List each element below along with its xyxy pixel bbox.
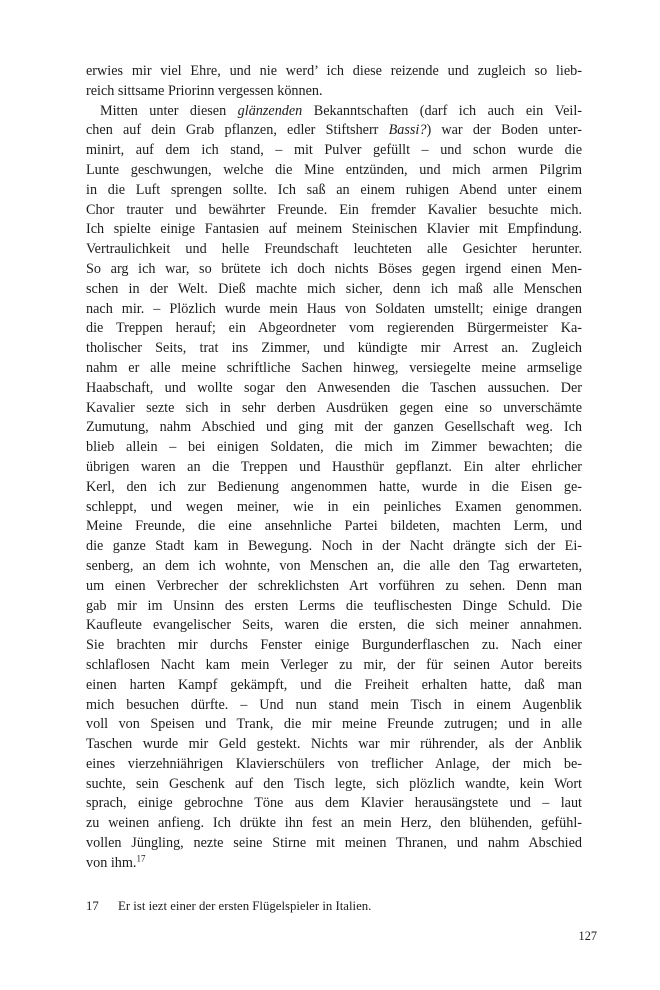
- italic-text: glänzenden: [237, 102, 303, 119]
- text-line: [86, 814, 582, 834]
- text-segment: Meine Freunde, die eine ansehnliche Partei bildeten, machten Lerm, und: [86, 518, 582, 535]
- text-line: [86, 62, 582, 82]
- text-segment: gab mir im Unsinn des ersten Lerms die teuflischesten Dinge Schuld. Die: [86, 597, 582, 614]
- text-segment: Mitten unter diesen: [100, 102, 238, 119]
- text-line: [86, 82, 582, 102]
- text-line: [86, 676, 582, 696]
- text-line: [86, 755, 582, 775]
- page-number: 127: [578, 929, 597, 943]
- text-line: [86, 794, 582, 814]
- text-line: [86, 834, 582, 854]
- text-line: [86, 478, 582, 498]
- text-line: [86, 319, 582, 339]
- text-segment: blieb allein – bei einigen Soldaten, die mich im Zimmer bewachten; die: [86, 439, 582, 456]
- text-segment: voll von Speisen und Trank, die mir meine Freunde zutrugen; und in alle: [86, 716, 582, 733]
- text-line: [86, 775, 582, 795]
- body-text: [86, 62, 582, 874]
- text-segment: Haabschaft, und wollte sogar den Anwesenden die Taschen aussuchen. Der: [86, 379, 582, 396]
- text-line: [86, 280, 582, 300]
- text-segment: Sie brachten mir durchs Fenster einige Burgunderflaschen zu. Nach einer: [86, 637, 582, 654]
- text-segment: tholischer Seits, trat ins Zimmer, und kündigte mir Arrest an. Zugleich: [86, 340, 582, 357]
- text-line: [86, 240, 582, 260]
- text-line: [86, 220, 582, 240]
- text-line: [86, 557, 582, 577]
- text-line: [86, 399, 582, 419]
- text-segment: schen in der Welt. Dieß machte mich sicher, denn ich maß alle Menschen: [86, 280, 582, 297]
- text-segment: senberg, an dem ich wohnte, von Menschen an, die alle den Tag erwarteten,: [86, 557, 582, 574]
- text-segment: ) war der Boden unter-: [426, 122, 582, 139]
- text-segment: minirt, auf dem ich stand, – mit Pulver gefüllt – und schon wurde die: [86, 142, 582, 159]
- text-segment: erwies mir viel Ehre, und nie werd’ ich diese reizende und zugleich so lieb-: [86, 63, 582, 79]
- text-segment: Kerl, den ich zur Bedienung angenommen hatte, wurde in die Eisen ge-: [86, 478, 582, 495]
- text-segment: reich sittsame Priorinn vergessen können.: [86, 82, 323, 99]
- text-line: [86, 616, 582, 636]
- text-segment: Kaufleute evangelischer Seits, waren die ersten, die sich meiner annahmen.: [86, 617, 582, 634]
- text-line: [86, 696, 582, 716]
- text-line: [86, 458, 582, 478]
- text-segment: Taschen wurde mir Geld gestekt. Nichts war mir rührender, als der Anblik: [86, 736, 582, 753]
- text-segment: einen harten Kampf gekämpft, und die Freiheit erhalten hatte, daß man: [86, 676, 582, 693]
- text-segment: So arg ich war, so brütete ich doch nichts Böses gegen irgend einen Men-: [86, 260, 582, 277]
- text-segment: Chor trauter und bewährter Freunde. Ein fremder Kavalier besuchte mich.: [86, 201, 582, 218]
- text-segment: sprach, einige gebrochne Töne aus dem Klavier herausängstete und – laut: [86, 795, 582, 812]
- text-line: [86, 498, 582, 518]
- text-line: [86, 181, 582, 201]
- text-segment: zu weinen anfieng. Ich drükte ihn fest an mein Herz, den blühenden, gefühl-: [86, 815, 582, 832]
- footnote-reference: 17: [136, 853, 146, 864]
- text-segment: nahm er alle meine schriftliche Sachen hinweg, versiegelte meine armselige: [86, 359, 582, 376]
- text-segment: suchte, sein Geschenk auf den Tisch legte, sich plözlich wandte, kein Wort: [86, 775, 582, 792]
- text-segment: Zumutung, nahm Abschied und ging mit der ganzen Gesellschaft weg. Ich: [86, 419, 582, 436]
- text-line: [86, 517, 582, 537]
- text-line: [86, 300, 582, 320]
- text-line: [86, 715, 582, 735]
- text-segment: die ganze Stadt kam in Bewegung. Noch in der Nacht drängte sich der Ei-: [86, 538, 582, 555]
- text-line: [86, 438, 582, 458]
- text-segment: eines vierzehniährigen Klavierschülers von treflicher Anlage, der mich be-: [86, 755, 582, 772]
- text-segment: chen auf dein Grab pflanzen, edler Stiftsherr: [86, 122, 389, 139]
- text-segment: übrigen waren an die Treppen und Hausthür gepflanzt. Ein alter ehrlicher: [86, 458, 582, 475]
- text-line: [86, 201, 582, 221]
- text-segment: Kavalier sezte sich in sehr derben Ausdrüken gegen eine so unverschämte: [86, 399, 582, 416]
- text-segment: Ich spielte einige Fantasien auf meinem Steinischen Klavier mit Empfindung.: [86, 221, 582, 238]
- text-line: [86, 418, 582, 438]
- text-line: [86, 597, 582, 617]
- text-segment: von ihm.: [86, 854, 137, 871]
- text-segment: Bekanntschaften (darf ich auch ein Veil-: [302, 102, 582, 119]
- text-segment: um einen Verbrecher der schreklichsten Art vorführen zu sehen. Denn man: [86, 577, 582, 594]
- text-line: [86, 161, 582, 181]
- text-line: [86, 577, 582, 597]
- text-segment: Vertraulichkeit und helle Freundschaft leuchteten alle Gesichter herunter.: [86, 241, 582, 258]
- text-line: [86, 121, 582, 141]
- text-segment: die Treppen herauf; ein Abgeordneter vom regierenden Bürgermeister Ka-: [86, 320, 582, 337]
- text-line: [86, 379, 582, 399]
- text-line: [86, 359, 582, 379]
- text-line: [86, 141, 582, 161]
- text-segment: Lunte geschwungen, welche die Mine entzünden, und mich armen Pilgrim: [86, 161, 582, 178]
- text-line: [86, 339, 582, 359]
- text-segment: vollen Jüngling, nezte seine Stirne mit meinen Thranen, und nahm Abschied: [86, 835, 582, 852]
- italic-text: Bassi?: [388, 122, 427, 139]
- text-line: [86, 735, 582, 755]
- footnote-text: Er ist iezt einer der ersten Flügelspieler in Italien.: [118, 899, 372, 913]
- text-line: [86, 260, 582, 280]
- footnote: [86, 898, 582, 914]
- text-segment: nach mir. – Plözlich wurde mein Haus von Soldaten umstellt; einige drangen: [86, 300, 582, 317]
- text-segment: schlaflosen Nacht kam mein Verleger zu mir, der für seinen Autor bereits: [86, 656, 582, 673]
- text-line: [86, 537, 582, 557]
- text-segment: mich besuchen dürfte. – Und nun stand mein Tisch in einem Augenblik: [86, 696, 582, 713]
- text-segment: in die Luft sprengen sollte. Ich saß an einem ruhigen Abend unter einem: [86, 181, 582, 198]
- text-line: [86, 102, 582, 122]
- text-line: [86, 636, 582, 656]
- text-segment: schleppt, und wegen meiner, wie in ein peinliches Examen genommen.: [86, 498, 582, 515]
- text-line: [86, 854, 582, 874]
- footnote-number: 17: [86, 899, 99, 913]
- text-line: [86, 656, 582, 676]
